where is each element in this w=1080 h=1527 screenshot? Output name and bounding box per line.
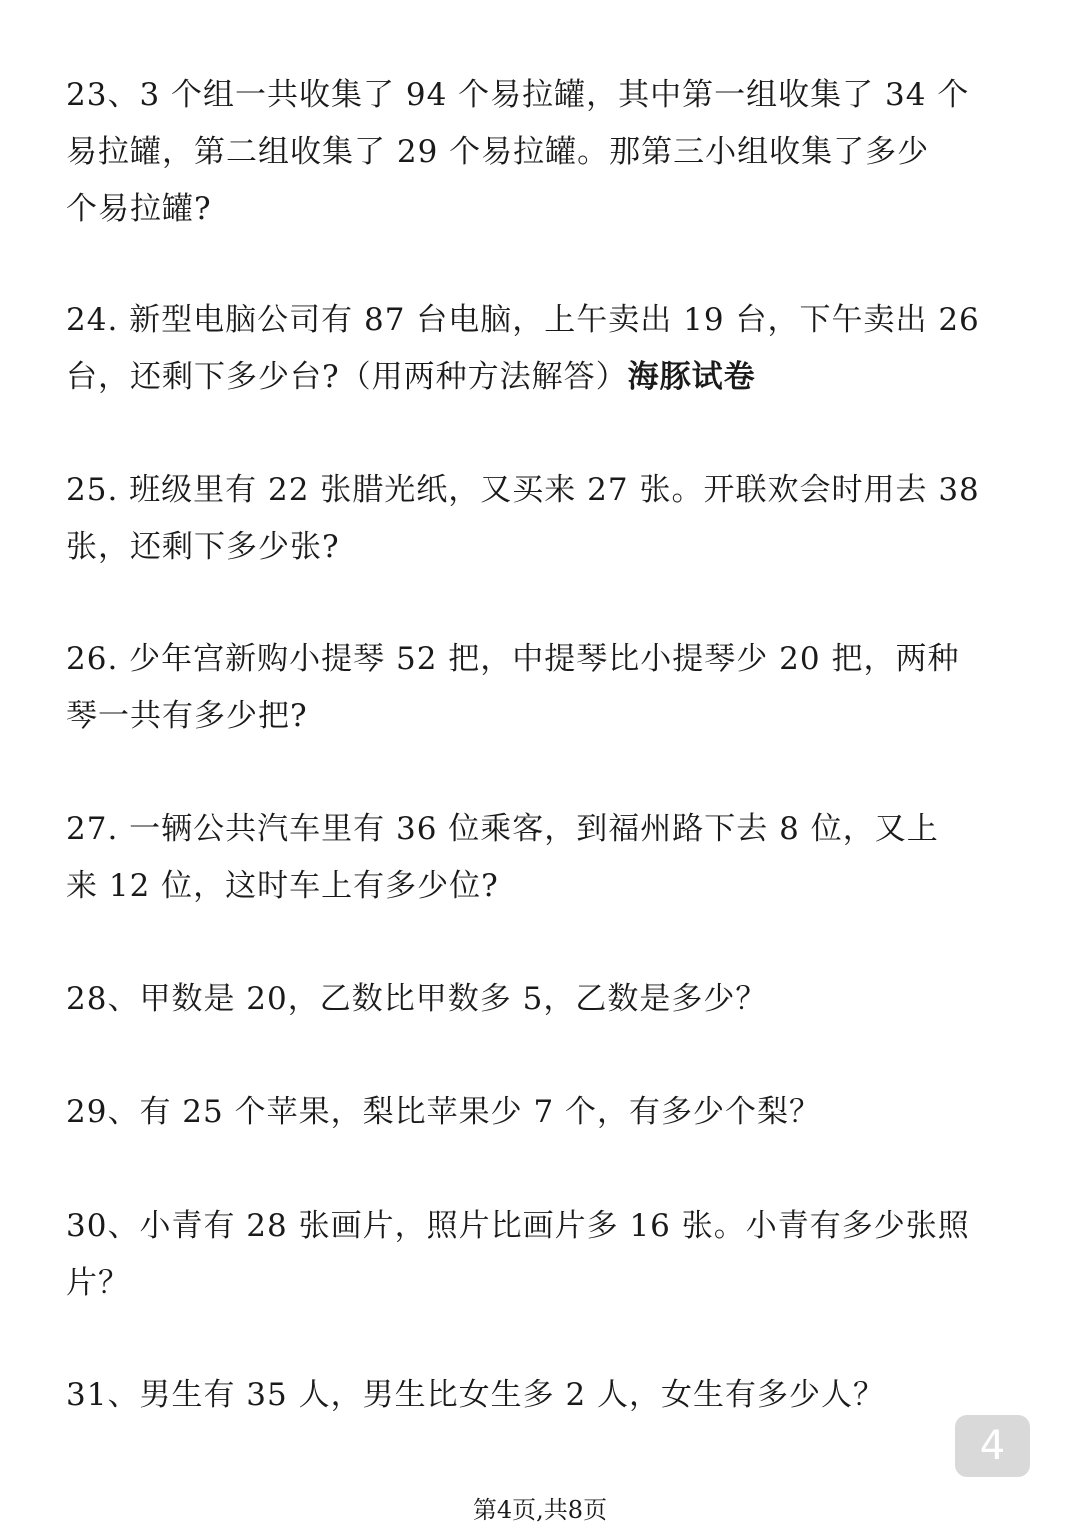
problem-29 (66, 1084, 1026, 1141)
problem-line: 张，还剩下多少张? (66, 529, 340, 565)
problem-line: 24. 新型电脑公司有 87 台电脑，上午卖出 19 台，下午卖出 26 (66, 302, 980, 338)
problem-27 (66, 801, 1026, 915)
problem-line: 23、3 个组一共收集了 94 个易拉罐，其中第一组收集了 34 个 (66, 77, 970, 113)
problem-25 (66, 462, 1026, 576)
problem-line: 易拉罐，第二组收集了 29 个易拉罐。那第三小组收集了多少 (66, 134, 930, 170)
brand-watermark-text: 海豚试卷 (627, 359, 756, 395)
problem-line: 26. 少年宫新购小提琴 52 把，中提琴比小提琴少 20 把，两种 (66, 641, 960, 677)
problem-line: 30、小青有 28 张画片，照片比画片多 16 张。小青有多少张照 (66, 1208, 970, 1244)
problem-line: 个易拉罐? (66, 191, 212, 227)
problem-line: 31、男生有 35 人，男生比女生多 2 人，女生有多少人？ (66, 1377, 886, 1413)
page-footer: 第4页,共8页 (472, 1496, 608, 1524)
problem-line: 琴一共有多少把? (66, 698, 308, 734)
problem-23 (66, 67, 1026, 238)
problem-line: 25. 班级里有 22 张腊光纸，又买来 27 张。开联欢会时用去 38 (66, 472, 980, 508)
problem-28 (66, 971, 1026, 1028)
problem-26 (66, 631, 1026, 745)
problem-line (66, 349, 1026, 406)
problem-24 (66, 292, 1026, 406)
problem-30 (66, 1198, 1026, 1312)
problem-line: 29、有 25 个苹果，梨比苹果少 7 个，有多少个梨？ (66, 1094, 822, 1130)
problem-line: 片？ (66, 1265, 130, 1301)
problem-31 (66, 1367, 1026, 1424)
page-number-badge: 4 (955, 1415, 1030, 1477)
problem-line: 27. 一辆公共汽车里有 36 位乘客，到福州路下去 8 位，又上 (66, 811, 939, 847)
problem-line: 28、甲数是 20，乙数比甲数多 5，乙数是多少？ (66, 981, 768, 1017)
problem-line-text: 台，还剩下多少台?（用两种方法解答） (66, 359, 628, 395)
problem-line: 来 12 位，这时车上有多少位? (66, 868, 499, 904)
